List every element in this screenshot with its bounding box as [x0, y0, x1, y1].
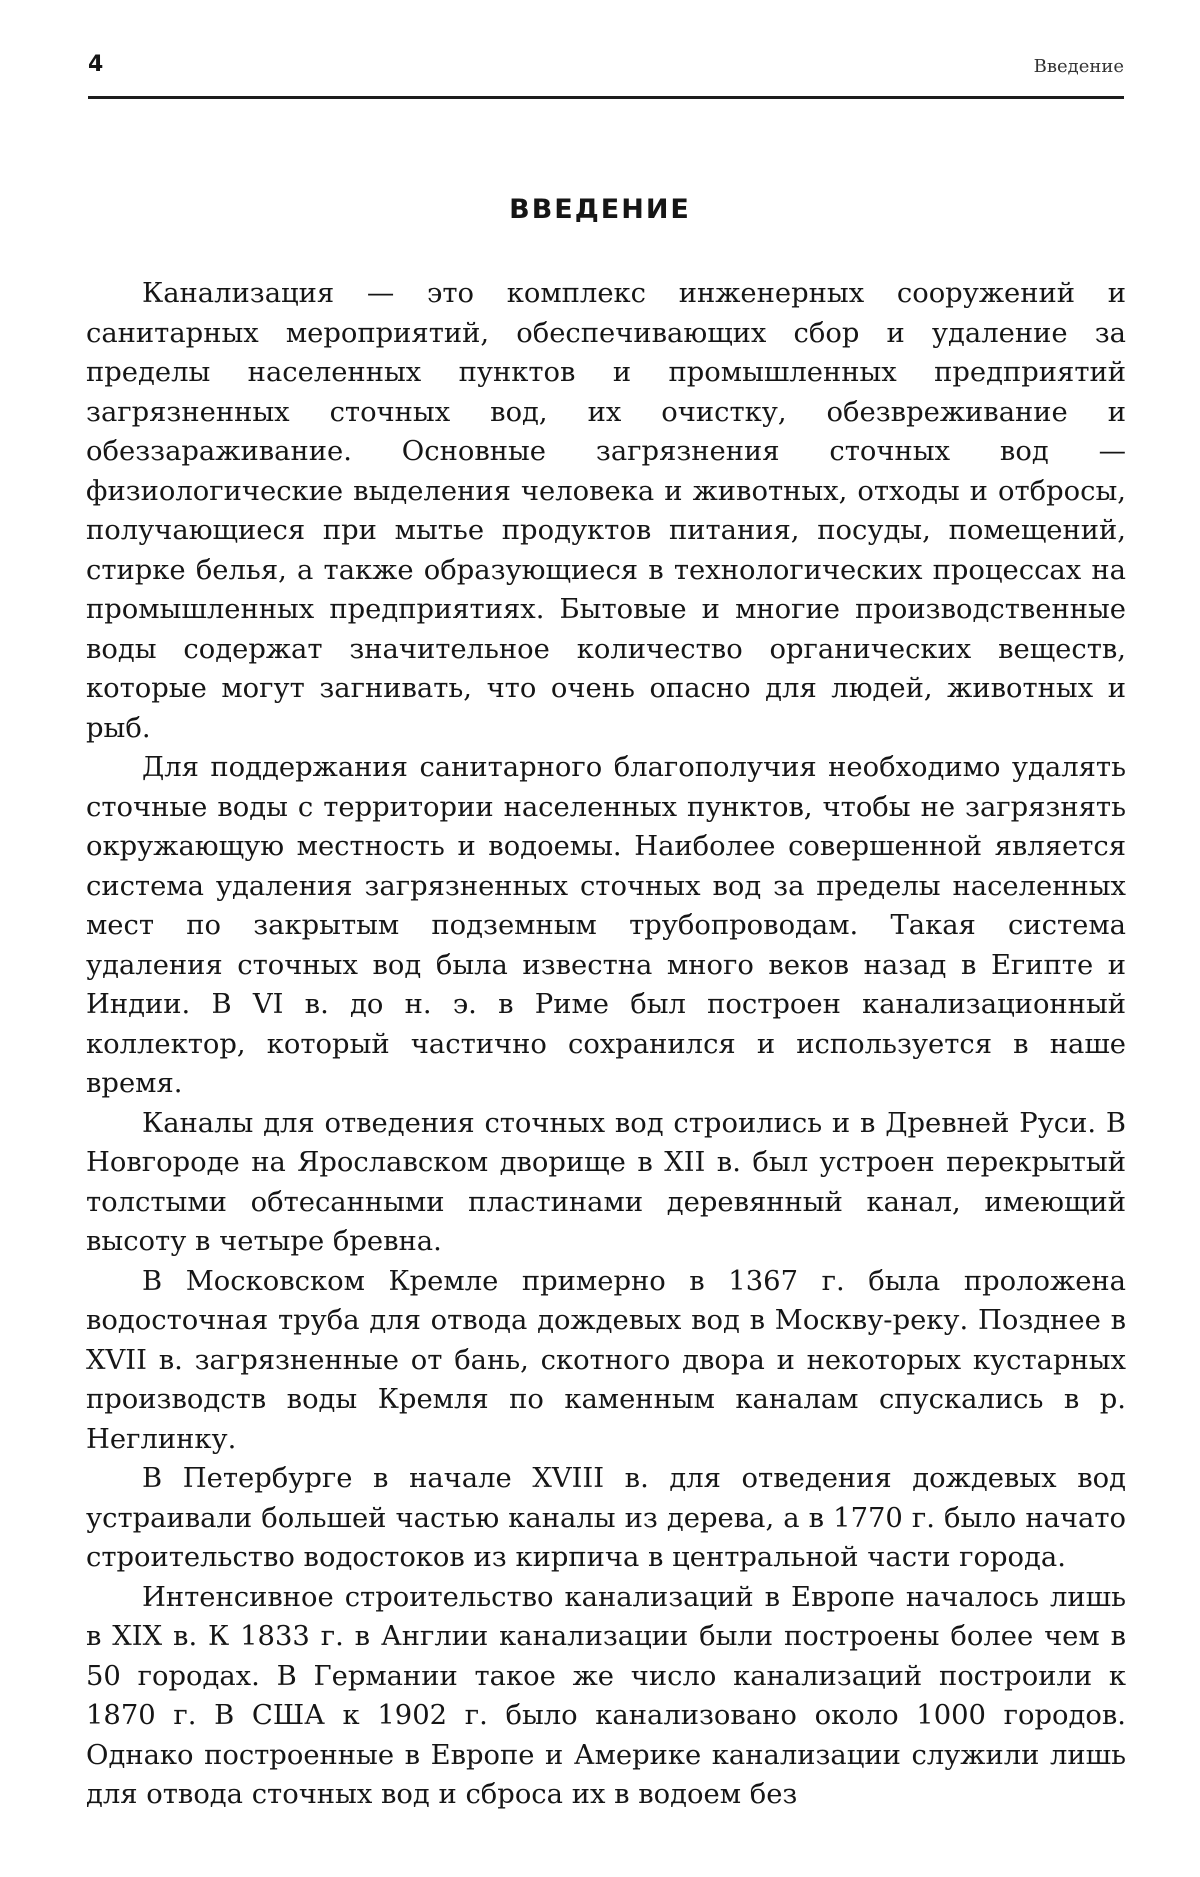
running-section-title: Введение: [1033, 56, 1124, 77]
body-text: [86, 274, 1126, 1815]
paragraph: Интенсивное строительство канализаций в Европе началось лишь в XIX в. К 1833 г. в Англии канализации были построены более чем в 50 городах. В Германии такое же число канализаций построили к 1870 г. В США к 1902 г. было канализовано около 1000 городов. Однако построенные в Европе и Америке канализации служили лишь для отвода сточных вод и сброса их в водоем без: [86, 1581, 1126, 1810]
chapter-title: ВВЕДЕНИЕ: [509, 194, 691, 225]
paragraph: Канализация — это комплекс инженерных сооружений и санитарных мероприятий, обеспечивающих сбор и удаление за пределы населенных пунктов и промышленных предприятий загрязненных сточных вод, их очистку, обезвреживание и обеззараживание. Основные загрязнения сточных вод — физиологические выделения человека и животных, отходы и отбросы, получающиеся при мытье продуктов питания, посуды, помещений, стирке белья, а также образующиеся в технологических процессах на промышленных предприятиях. Бытовые и многие производственные воды содержат значительное количество органических веществ, которые могут загнивать, что очень опасно для людей, животных и рыб.: [86, 278, 1126, 744]
paragraph: В Московском Кремле примерно в 1367 г. была проложена водосточная труба для отвода дождевых вод в Москву-реку. Позднее в XVII в. загрязненные от бань, скотного двора и некоторых кустарных производств воды Кремля по каменным каналам спускались в р. Неглинку.: [86, 1265, 1126, 1455]
paragraph: Для поддержания санитарного благополучия необходимо удалять сточные воды с территории населенных пунктов, чтобы не загрязнять окружающую местность и водоемы. Наиболее совершенной является система удаления загрязненных сточных вод за пределы населенных мест по закрытым подземным трубопроводам. Такая система удаления сточных вод была известна много веков назад в Египте и Индии. В VI в. до н. э. в Риме был построен канализационный коллектор, который частично сохранился и используется в наше время.: [86, 752, 1126, 1099]
running-header: [88, 52, 1124, 92]
paragraph: Каналы для отведения сточных вод строились и в Древней Руси. В Новгороде на Ярославском дворище в XII в. был устроен перекрытый толстыми обтесанными пластинами деревянный канал, имеющий высоту в четыре бревна.: [86, 1107, 1126, 1257]
page-number: 4: [88, 52, 104, 77]
paragraph: В Петербурге в начале XVIII в. для отведения дождевых вод устраивали большей частью каналы из дерева, а в 1770 г. было начато строительство водостоков из кирпича в центральной части города.: [86, 1463, 1126, 1573]
header-rule: [88, 96, 1124, 99]
